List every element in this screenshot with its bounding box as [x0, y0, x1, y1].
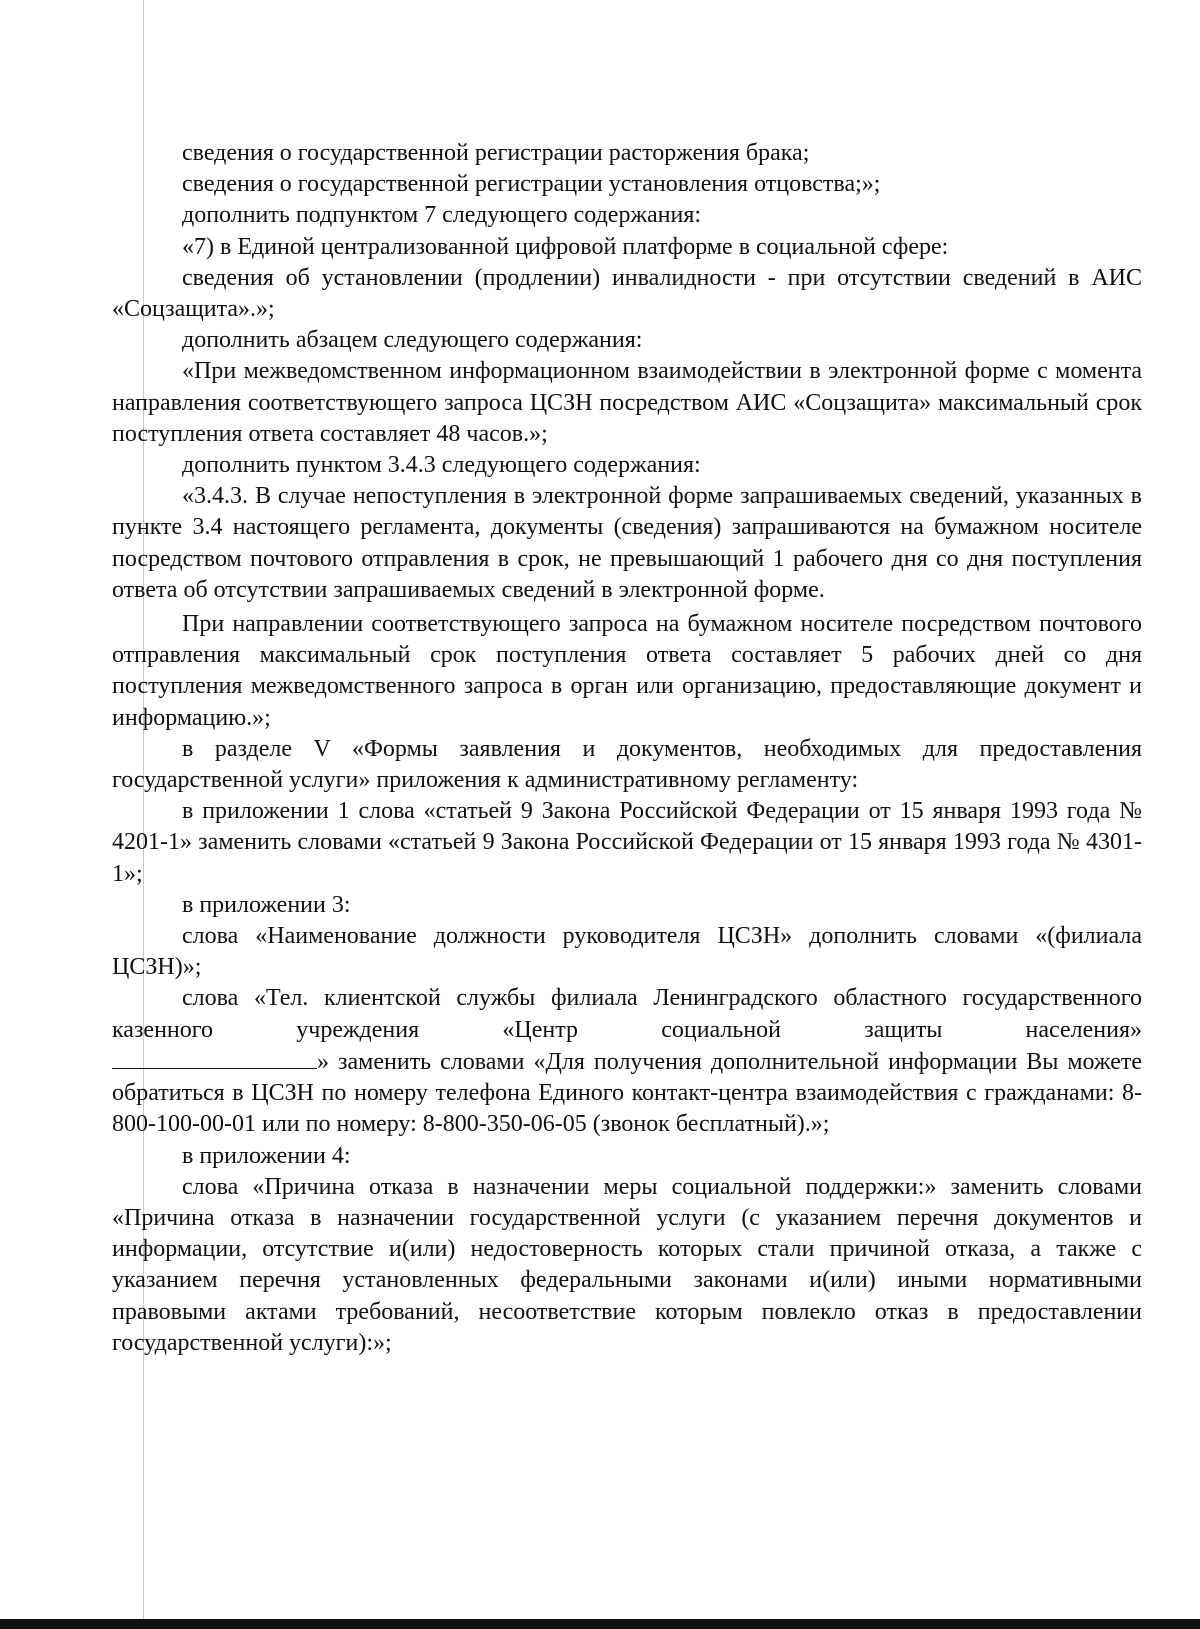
paragraph-15: слова «Тел. клиентской службы филиала Ленинградского областного государственного казенного учреждения «Центр социальной защиты населения» — [112, 985, 1142, 1043]
paragraph-14: слова «Наименование должности руководителя ЦСЗН» дополнить словами «(филиала ЦСЗН)»; — [112, 923, 1142, 981]
paragraph-5: сведения об установлении (продлении) инвалидности - при отсутствии сведений в АИС «Соцзащита».»; — [112, 264, 1142, 323]
paragraph-8: дополнить пунктом 3.4.3 следующего содержания: — [182, 452, 701, 479]
paragraph-2: сведения о государственной регистрации установления отцовства;»; — [182, 171, 881, 198]
paragraph-12: в приложении 1 слова «статьей 9 Закона Российской Федерации от 15 января 1993 года № 4201-1» заменить словами «статьей 9 Закона Российской Федерации от 15 января 1993 года № 4301-1»; — [112, 798, 1142, 887]
paragraph-18: слова «Причина отказа в назначении меры социальной поддержки:» заменить словами «Причина отказа в назначении государственной услуги (с указанием перечня документов и информации, отсутствие и(или) недостоверность которых стали причиной отказа, а также с указанием перечня установленных федеральными законами и(или) иными нормативными правовыми актами требований, несоответствие которым повлекло отказ в предоставлении государственной услуги):»; — [112, 1173, 1142, 1356]
paragraph-9: «3.4.3. В случае непоступления в электронной форме запрашиваемых сведений, указанных в пункте 3.4 настоящего регламента, документы (сведения) запрашиваются на бумажном носителе посредством почтового отправления в срок, не превышающий 1 рабочего дня со дня поступления ответа об отсутствии запрашиваемых сведений в электронной форме. — [112, 483, 1142, 603]
paragraph-4: «7) в Единой централизованной цифровой платформе в социальной сфере: — [182, 233, 949, 260]
paragraph-16 — [112, 1046, 1142, 1141]
paragraph-13: в приложении 3: — [182, 891, 351, 918]
scan-bottom-edge — [0, 1619, 1200, 1629]
paragraph-6: дополнить абзацем следующего содержания: — [182, 327, 643, 354]
paragraph-10: При направлении соответствующего запроса на бумажном носителе посредством почтового отправления максимальный срок поступления ответа составляет 5 рабочих дней со дня поступления межведомственного запроса в орган или организацию, предоставляющие документ и информацию.»; — [112, 611, 1142, 731]
document-page — [112, 138, 1142, 1359]
blank-fill-line — [112, 1046, 317, 1069]
paragraph-7: «При межведомственном информационном взаимодействии в электронной форме с момента направления соответствующего запроса ЦСЗН посредством АИС «Соцзащита» максимальный срок поступления ответа составляет 48 часов.»; — [112, 358, 1142, 447]
paragraph-17: в приложении 4: — [182, 1142, 351, 1169]
paragraph-11: в разделе V «Формы заявления и документов, необходимых для предоставления государственной услуги» приложения к административному регламенту: — [112, 735, 1142, 794]
paragraph-3: дополнить подпунктом 7 следующего содержания: — [182, 202, 702, 229]
paragraph-1: сведения о государственной регистрации расторжения брака; — [182, 140, 810, 166]
paragraph-16-text: » заменить словами «Для получения дополнительной информации Вы можете обратиться в ЦСЗН по номеру телефона Единого контакт-центра взаимодействия с гражданами: 8-800-100-00-01 или по номеру: 8-800-350-06-05 (звонок бесплатный).»; — [112, 1048, 1142, 1138]
